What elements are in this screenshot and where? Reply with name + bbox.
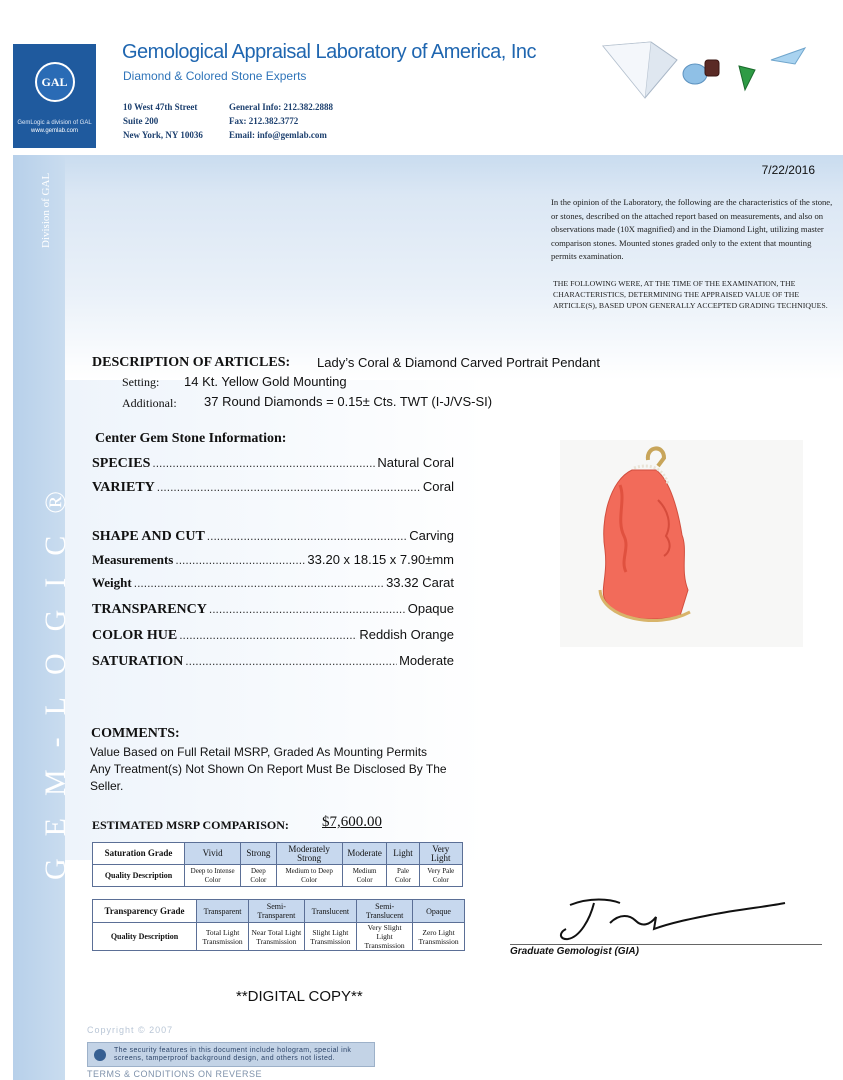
description-value: Lady’s Coral & Diamond Carved Portrait Pendant [317,355,601,370]
contact-line: General Info: 212.382.2888 [229,102,333,112]
variety-label: VARIETY [92,480,155,495]
security-notice [87,1042,375,1067]
pendant-photo [560,440,803,647]
logo-website: www.gemlab.com [30,128,78,134]
color-row [92,627,454,644]
shape-row [92,528,454,545]
leader-dots [134,576,384,590]
comment-line: Any Treatment(s) Not Shown On Report Must Be Disclosed By The Seller. [90,762,447,793]
transparency-label: TRANSPARENCY [92,602,207,617]
leader-dots [175,553,305,567]
security-text: The security features in this document include hologram, special ink screens, tamperproof background design, and others not listed. [114,1046,352,1062]
transparency-value: Opaque [407,601,454,616]
address-line: Suite 200 [123,116,159,126]
terms-text: TERMS & CONDITIONS ON REVERSE [87,1069,263,1079]
report-date: 7/22/2016 [761,163,815,177]
msrp-label: ESTIMATED MSRP COMPARISON: [92,818,289,832]
description-label: DESCRIPTION OF ARTICLES: [92,355,291,370]
description-cell: Very Pale Color [419,865,462,887]
address-line: 10 West 47th Street [123,102,198,112]
security-seal-icon [94,1049,106,1061]
grade-cell: Opaque [413,900,465,923]
grade-cell: Semi-Translucent [357,900,413,923]
color-value: Reddish Orange [359,627,454,642]
description-cell: Medium Color [342,865,387,887]
setting-value: 14 Kt. Yellow Gold Mounting [184,374,347,389]
additional-value: 37 Round Diamonds = 0.15± Cts. TWT (I-J/VS-SI) [204,394,493,409]
comments-title: COMMENTS: [91,726,180,741]
company-contact [229,100,333,142]
leader-dots [185,654,397,668]
quality-description-header: Quality Description [93,923,197,951]
contact-line: Fax: 212.382.3772 [229,116,299,126]
setting-label: Setting: [122,375,160,389]
leader-dots [209,602,406,616]
color-label: COLOR HUE [92,628,178,643]
transparency-row [92,601,454,618]
msrp-value: $7,600.00 [322,814,382,830]
blue-topaz-gem [683,64,707,84]
variety-value: Coral [422,479,454,494]
description-cell: Very Slight Light Transmission [357,923,413,951]
signature-label: Graduate Gemologist (GIA) [510,946,639,957]
shape-value: Carving [409,528,454,543]
saturation-row [92,653,454,670]
diamond-facet [603,42,651,98]
garnet-gem [705,60,719,76]
header-band [13,155,843,380]
comment-line: Value Based on Full Retail MSRP, Graded As Mounting Permits [90,745,428,759]
grade-cell: Very Light [419,843,462,865]
saturation-label: SATURATION [92,654,184,669]
measurements-row [92,552,454,568]
sidebar-brand: GEM-LOGIC® [39,468,72,880]
description-cell: Total Light Transmission [197,923,249,951]
digital-copy-label: **DIGITAL COPY** [236,988,363,1005]
quality-description-header: Quality Description [93,865,185,887]
description-cell: Zero Light Transmission [413,923,465,951]
description-cell: Deep Color [241,865,276,887]
grade-cell: Light [387,843,419,865]
aquamarine-gem [771,48,805,64]
leader-dots [152,456,375,470]
emerald-gem [739,66,755,90]
copyright-text: Copyright © 2007 [87,1025,174,1035]
following-text: THE FOLLOWING WERE, AT THE TIME OF THE EXAMINATION, THE CHARACTERISTICS, DETERMINING THE APPRAISED VALUE OF THE ARTICLE(S), BASED UPON GENERALLY ACCEPTED GRADING TECHNIQUES. [553,279,828,310]
grade-cell: Semi-Transparent [249,900,304,923]
measurements-label: Measurements [92,552,174,567]
variety-row [92,479,454,496]
sidebar-division: Division of GAL [40,172,52,248]
company-name: Gemological Appraisal Laboratory of America, Inc [122,41,536,63]
weight-label: Weight [92,575,132,590]
description-cell: Near Total Light Transmission [249,923,304,951]
description-cell: Slight Light Transmission [304,923,357,951]
saturation-grade-table [92,842,463,887]
additional-label: Additional: [122,396,177,410]
species-row [92,455,454,472]
species-label: SPECIES [92,456,151,471]
company-address [123,100,203,142]
description-cell: Medium to Deep Color [276,865,342,887]
grade-cell: Translucent [304,900,357,923]
comments-text [90,744,470,795]
gemologist-signature [550,893,790,943]
description-cell: Pale Color [387,865,419,887]
leader-dots [207,529,407,543]
signature-line [510,944,822,945]
transparency-grade-header: Transparency Grade [93,900,197,923]
contact-line: Email: info@gemlab.com [229,130,327,140]
opinion-text: In the opinion of the Laboratory, the following are the characteristics of the stone, or stones, described on the attached report based on measurements, and also on observations made (10X magnified) and in the Diamond Light, utilizing master comparison stones. Mounted stones graded only to the extent that mounting permits examination. [551,197,833,262]
description-cell: Deep to Intense Color [185,865,241,887]
species-value: Natural Coral [377,455,454,470]
leader-dots [179,628,357,642]
transparency-grade-table [92,899,465,951]
grade-cell: Transparent [197,900,249,923]
grade-cell: Moderately Strong [276,843,342,865]
saturation-value: Moderate [399,653,454,668]
logo-seal: GAL [35,62,75,102]
company-tagline: Diamond & Colored Stone Experts [123,69,307,83]
leader-dots [157,480,421,494]
shape-label: SHAPE AND CUT [92,529,205,544]
grade-cell: Moderate [342,843,387,865]
weight-value: 33.32 Carat [386,575,454,590]
weight-row [92,575,454,591]
logo-subtitle: GemLogic a division of GAL [17,120,92,126]
gal-logo [13,44,96,148]
gemstones-image [595,40,815,102]
grade-cell: Vivid [185,843,241,865]
saturation-grade-header: Saturation Grade [93,843,185,865]
address-line: New York, NY 10036 [123,130,203,140]
grade-cell: Strong [241,843,276,865]
center-gem-title: Center Gem Stone Information: [95,431,287,446]
measurements-value: 33.20 x 18.15 x 7.90±mm [307,552,454,567]
